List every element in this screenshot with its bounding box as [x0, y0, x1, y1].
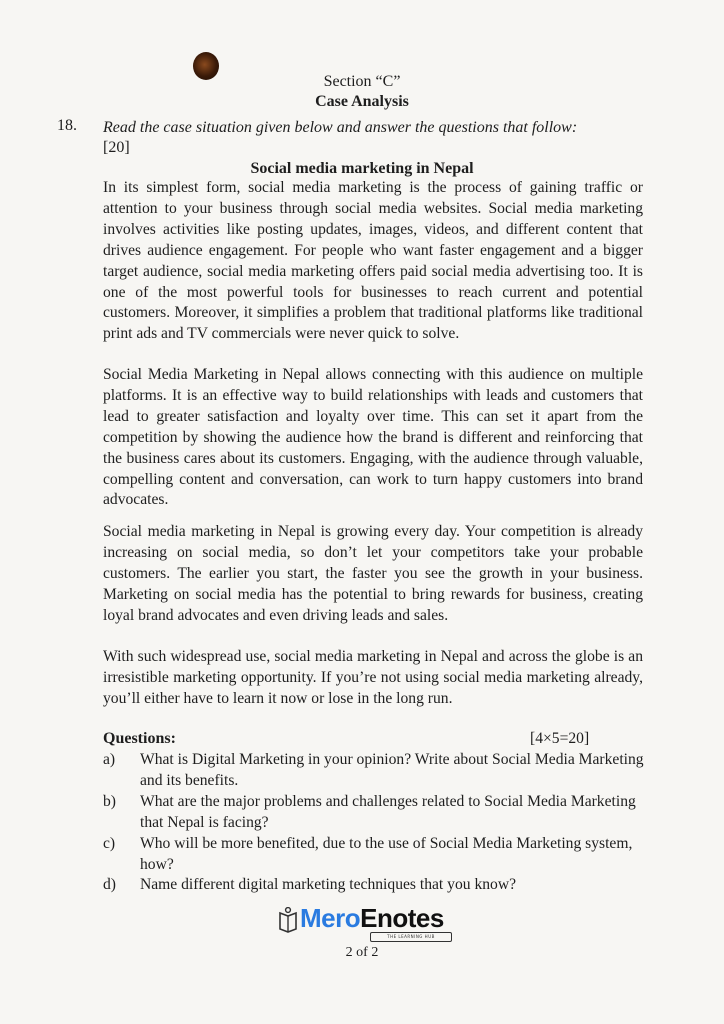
meroenotes-logo [278, 903, 456, 941]
question-text: What is Digital Marketing in your opinion? Write about Social Media Marketing and its benefits. [140, 751, 644, 789]
question-letter: b) [103, 792, 116, 810]
question-item [103, 792, 648, 834]
logo-wordmark [300, 903, 444, 934]
case-paragraph-3: Social media marketing in Nepal is growing every day. Your competition is already increasing on social media, so don’t let your competitors take your probable customers. The earlier you start, the faster you see the growth in your business. Marketing on social media has the potential to bring rewards for business, creating loyal brand advocates and even driving leads and sales. [103, 523, 643, 624]
question-text: Who will be more benefited, due to the use of Social Media Marketing system, how? [140, 834, 633, 873]
question-text: Name different digital marketing techniques that you know? [140, 876, 517, 894]
logo-mero: Mero [300, 903, 361, 933]
logo-enotes: Enotes [360, 903, 444, 933]
question-letter: d) [103, 876, 116, 894]
page-number: 2 of 2 [345, 945, 379, 960]
section-heading: Section “C” [323, 73, 401, 90]
question-item [103, 875, 648, 896]
book-icon [278, 907, 298, 933]
question-text: What are the major problems and challenges related to Social Media Marketing that Nepal is facing? [140, 792, 636, 831]
question-item [103, 750, 648, 792]
total-marks: [20] [103, 139, 130, 156]
question-letter: a) [103, 751, 116, 768]
case-paragraph-4: With such widespread use, social media marketing in Nepal and across the globe is an irresistible marketing opportunity. If you’re not using social media marketing already, you’ll either have to learn it now or lose in the long run. [103, 648, 643, 707]
question-number: 18. [57, 117, 77, 134]
case-analysis-heading: Case Analysis [315, 93, 409, 110]
logo-tagline: THE LEARNING HUB [370, 932, 452, 942]
case-paragraph-2: Social Media Marketing in Nepal allows connecting with this audience on multiple platforms. It is an effective way to build relationships with leads and customers that lead to greater satisfaction and loyalty over time. This can set it apart from the competition by showing the audience how the brand is different and reinforcing that the business cares about its customers. Engaging, with the audience through valuable, compelling content and conversation, can work to turn happy customers into brand advocates. [103, 366, 643, 509]
case-paragraph-1: In its simplest form, social media marketing is the process of gaining traffic or attention to your business through social media websites. Social media marketing involves activities like posting updates, images, videos, and different content that drives audience engagement. For people who want faster engagement and a bigger target audience, social media marketing offers paid social media advertising too. It is one of the most powerful tools for businesses to reach current and potential customers. Moreover, it simplifies a problem that traditional platforms like traditional print ads and TV commercials were never quick to solve. [103, 179, 643, 343]
case-title: Social media marketing in Nepal [250, 160, 474, 177]
questions-marks: [4×5=20] [530, 730, 590, 747]
questions-list [103, 750, 648, 896]
question-letter: c) [103, 834, 116, 852]
question-item [103, 834, 648, 876]
instruction-text: Read the case situation given below and answer the questions that follow: [103, 119, 578, 136]
questions-heading: Questions: [103, 730, 176, 747]
